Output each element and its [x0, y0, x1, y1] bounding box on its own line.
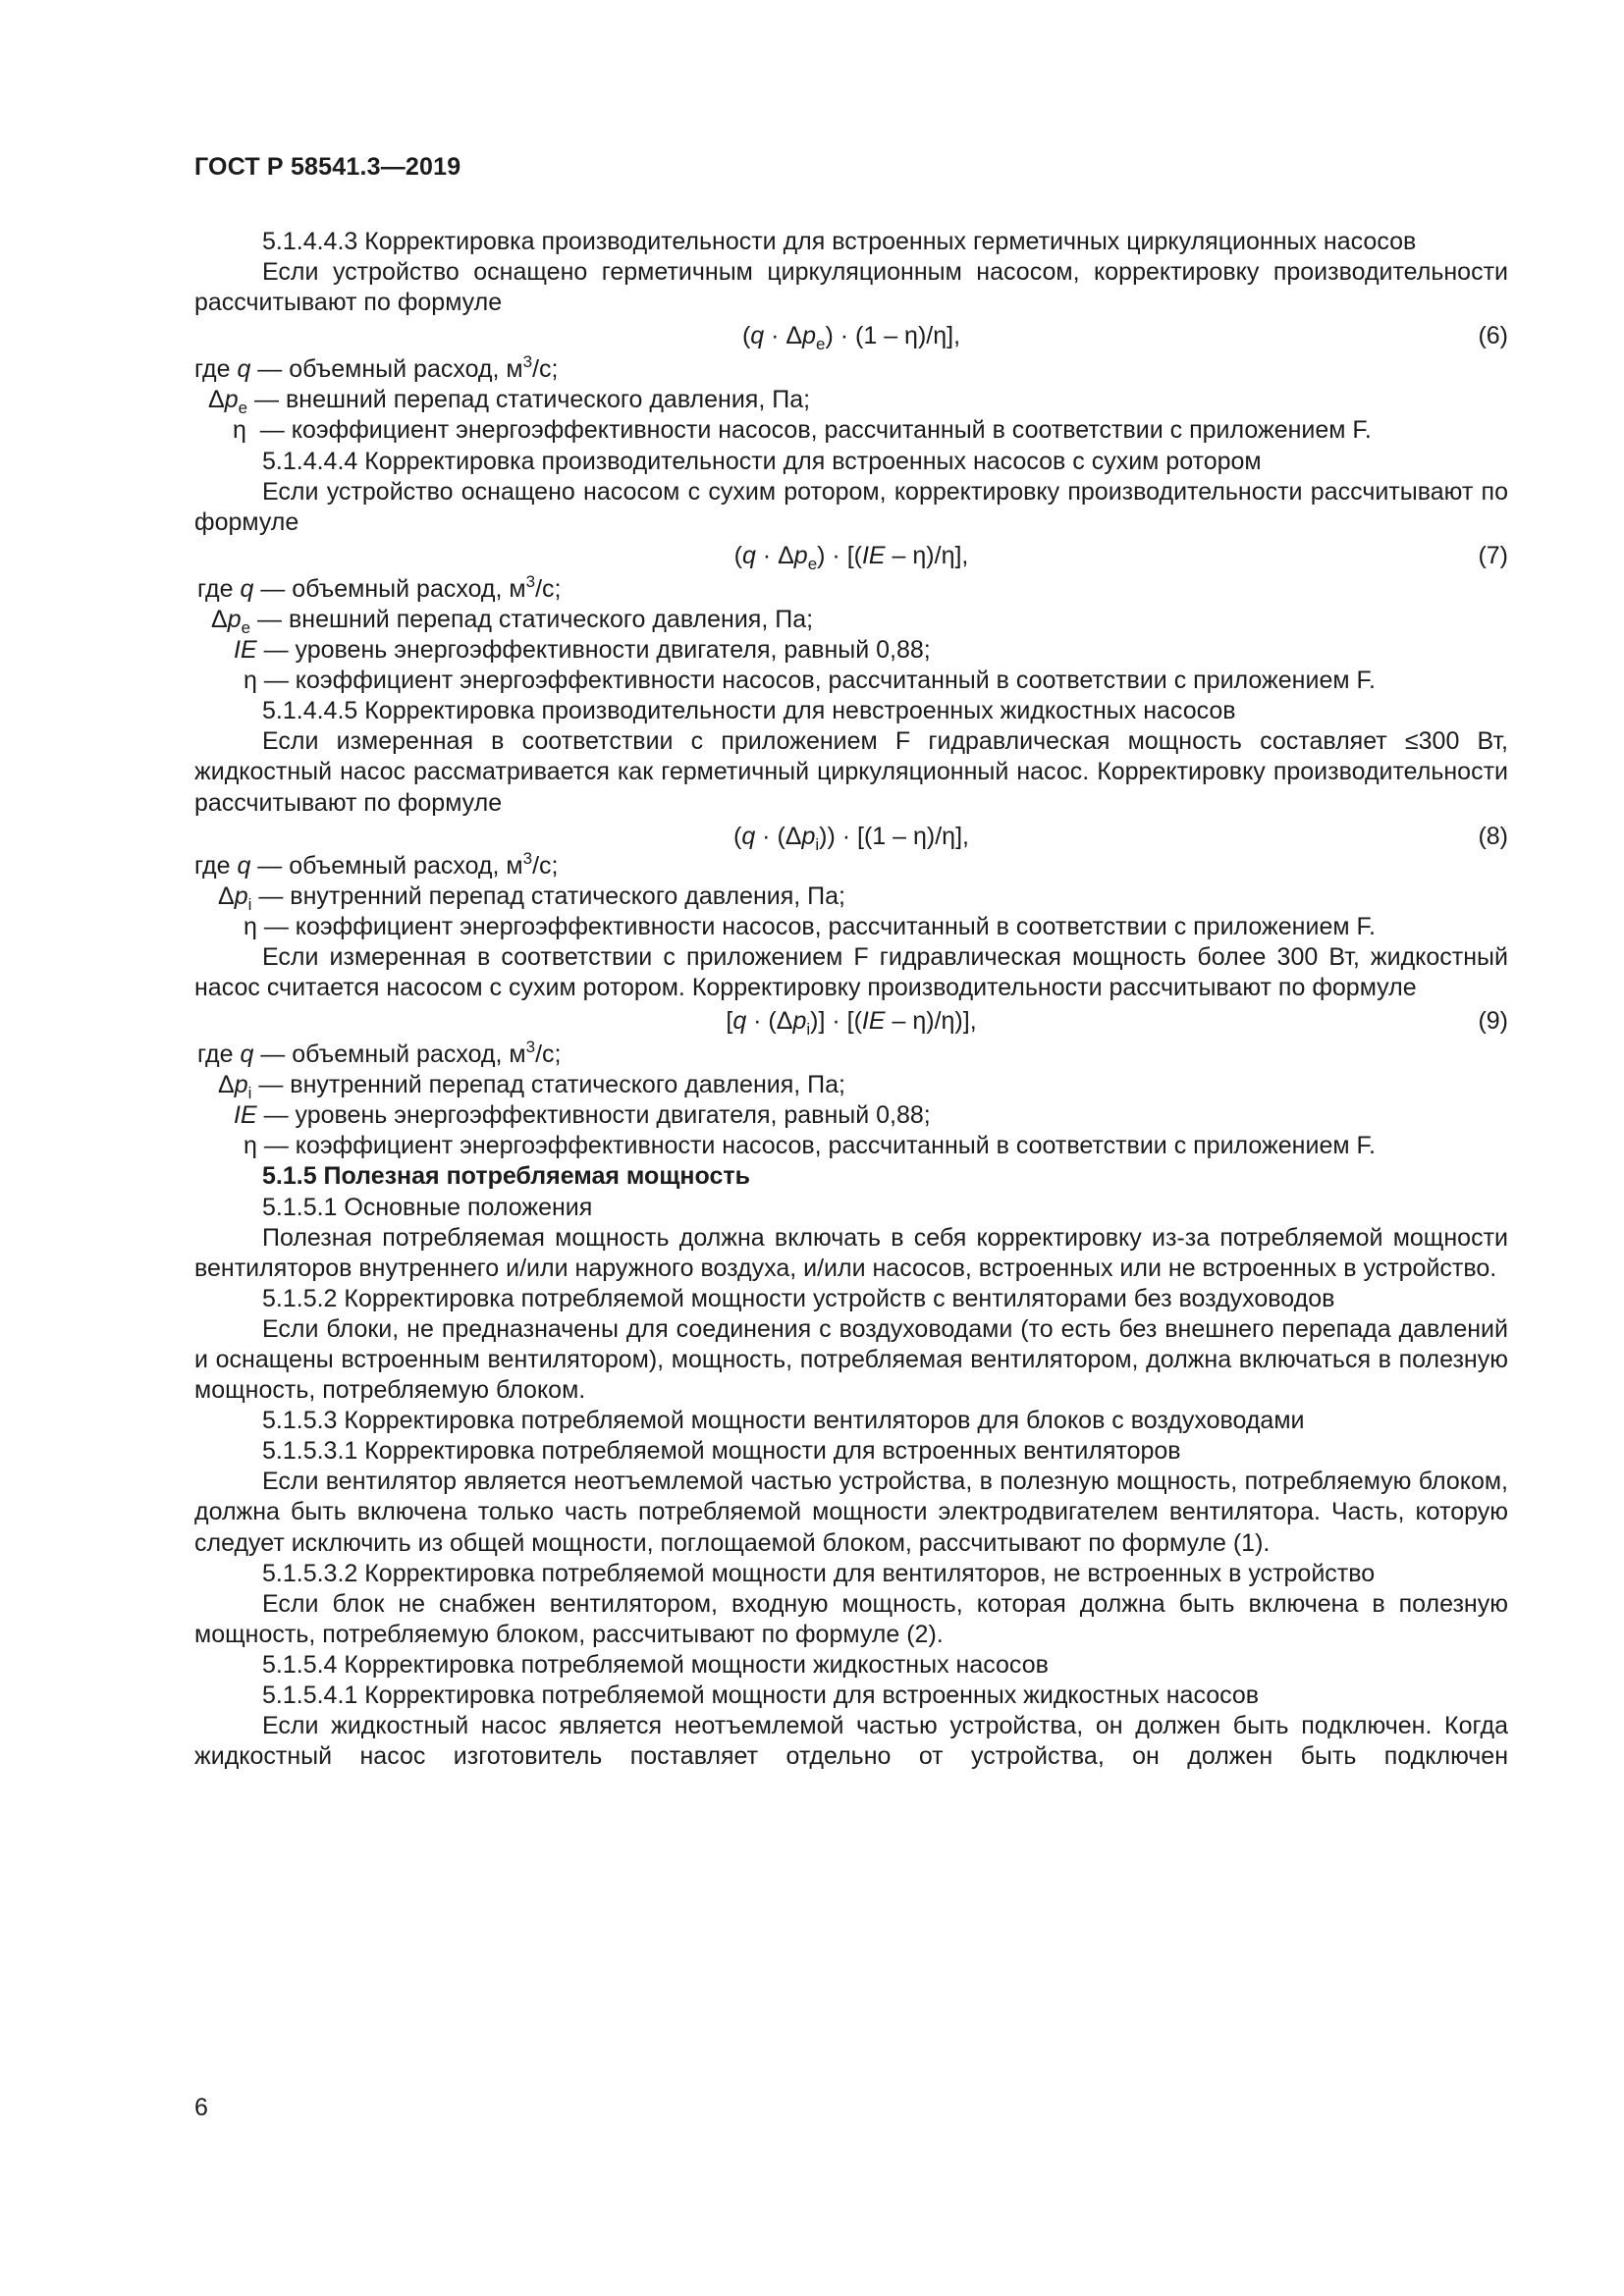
- clause-heading: 5.1.5.3.1 Корректировка потребляемой мощности для встроенных вентиляторов: [262, 1437, 1181, 1466]
- formula-9: [194, 1003, 1508, 1040]
- document-header: ГОСТ Р 58541.3—2019: [194, 153, 461, 181]
- formula-8: [194, 819, 1508, 854]
- clause-heading: 5.1.5.3.2 Корректировка потребляемой мощности для вентиляторов, не встроенных в устройство: [262, 1559, 1376, 1587]
- formula-7: [194, 538, 1508, 574]
- clause-heading: 5.1.5.4.1 Корректировка потребляемой мощности для встроенных жидкостных насосов: [262, 1682, 1260, 1710]
- where-line: где q — объемный расход, $м^3/с$;: [194, 352, 559, 384]
- formula-6: [194, 318, 1508, 354]
- clause-heading: 5.1.5.1 Основные положения: [262, 1193, 593, 1221]
- paragraph: Если устройство оснащено насосом с сухим ротором, корректировку производительности рассчитывают по формуле: [194, 477, 1508, 536]
- section-heading: 5.1.5 Полезная потребляемая мощность: [262, 1162, 750, 1191]
- where-line: где q — объемный расход, $м^3/с$;: [197, 1038, 562, 1069]
- paragraph: Если вентилятор является неотъемлемой частью устройства, в полезную мощность, потребляемую блоком, должна быть включена только часть потребляемой мощности электродвигателем вентилятора. Часть, которую следует исключить из общей мощности, поглощаемой блоком, рассчитывают по формуле (1).: [194, 1468, 1508, 1557]
- equation-number: (8): [1478, 822, 1508, 850]
- equation-number: (6): [1478, 322, 1508, 350]
- where-line: $\Delta p_i$ — внутренний перепад статического давления, Па;: [218, 881, 845, 914]
- paragraph: Если устройство оснащено герметичным циркуляционным насосом, корректировку производительности рассчитывают по формуле: [194, 258, 1508, 317]
- where-line: η — коэффициент энергоэффективности насосов, рассчитанный в соответствии с приложением F.: [233, 416, 1372, 445]
- clause-heading: 5.1.5.4 Корректировка потребляемой мощности жидкостных насосов: [262, 1650, 1049, 1679]
- formula-expression: $(q \cdot (\Delta p_i)) \cdot [(1 - \eta)/\eta]$,: [733, 822, 969, 854]
- where-line: η — коэффициент энергоэффективности насосов, рассчитанный в соответствии с приложением F.: [244, 912, 1376, 940]
- where-line: $\Delta p_e$ — внешний перепад статического давления, Па;: [211, 605, 814, 637]
- page-number: 6: [194, 2094, 208, 2121]
- where-line: $\Delta p_e$ — внешний перепад статического давления, Па;: [208, 386, 811, 418]
- where-line: IE — уровень энергоэффективности двигателя, равный 0,88;: [234, 1101, 931, 1130]
- clause-heading: 5.1.4.4.4 Корректировка производительности для встроенных насосов с сухим ротором: [262, 447, 1262, 475]
- where-line: η — коэффициент энергоэффективности насосов, рассчитанный в соответствии с приложением F.: [244, 667, 1376, 695]
- where-line: $\Delta p_i$ — внутренний перепад статического давления, Па;: [218, 1071, 845, 1103]
- where-line: где q — объемный расход, $м^3/с$;: [197, 571, 562, 603]
- paragraph: Если измеренная в соответствии с приложением F гидравлическая мощность более 300 Вт, жидкостный насос считается насосом с сухим ротором. Корректировку производительности рассчитывают по формуле: [194, 942, 1508, 1001]
- paragraph: Если измеренная в соответствии с приложением F гидравлическая мощность составляет ≤300 Вт, жидкостный насос рассматривается как герметичный циркуляционный насос. Корректировку производительности рассчитывают по формуле: [194, 727, 1508, 817]
- where-line: где q — объемный расход, $м^3/с$;: [194, 848, 559, 880]
- paragraph: Если блок не снабжен вентилятором, входную мощность, которая должна быть включена в полезную мощность, потребляемую блоком, рассчитывают по формуле (2).: [194, 1589, 1508, 1648]
- paragraph: Если блоки, не предназначены для соединения с воздуховодами (то есть без внешнего перепада давлений и оснащены встроенным вентилятором), мощность, потребляемая вентилятором, должна включаться в полезную мощность, потребляемую блоком.: [194, 1314, 1508, 1405]
- paragraph: Полезная потребляемая мощность должна включать в себя корректировку из-за потребляемой мощности вентиляторов внутреннего и/или наружного воздуха, и/или насосов, встроенных или не встроенных в устройство.: [194, 1223, 1508, 1282]
- equation-number: (9): [1478, 1007, 1508, 1036]
- formula-expression: $[q \cdot (\Delta p_i)] \cdot [(IE - \eta)/\eta)$],: [726, 1007, 977, 1040]
- clause-heading: 5.1.4.4.5 Корректировка производительности для невстроенных жидкостных насосов: [262, 697, 1236, 725]
- clause-heading: 5.1.5.2 Корректировка потребляемой мощности устройств с вентиляторами без воздуховодов: [262, 1284, 1335, 1312]
- clause-heading: 5.1.5.3 Корректировка потребляемой мощности вентиляторов для блоков с воздуховодами: [262, 1407, 1305, 1435]
- formula-expression: $(q \cdot \Delta p_e) \cdot (1 - \eta)/\eta$],: [741, 322, 961, 354]
- where-line: η — коэффициент энергоэффективности насосов, рассчитанный в соответствии с приложением F.: [244, 1132, 1376, 1160]
- paragraph: Если жидкостный насос является неотъемлемой частью устройства, он должен быть подключен. Когда жидкостный насос изготовитель поставляет отдельно от устройства, он должен быть подключен: [194, 1712, 1508, 1771]
- where-line: IE — уровень энергоэффективности двигателя, равный 0,88;: [234, 636, 931, 665]
- equation-number: (7): [1478, 541, 1508, 569]
- formula-expression: $(q \cdot \Delta p_e) \cdot [(IE - \eta)/\eta]$,: [733, 541, 969, 573]
- document-body: [194, 227, 1508, 1772]
- clause-heading: 5.1.4.4.3 Корректировка производительности для встроенных герметичных циркуляционных насосов: [262, 228, 1417, 255]
